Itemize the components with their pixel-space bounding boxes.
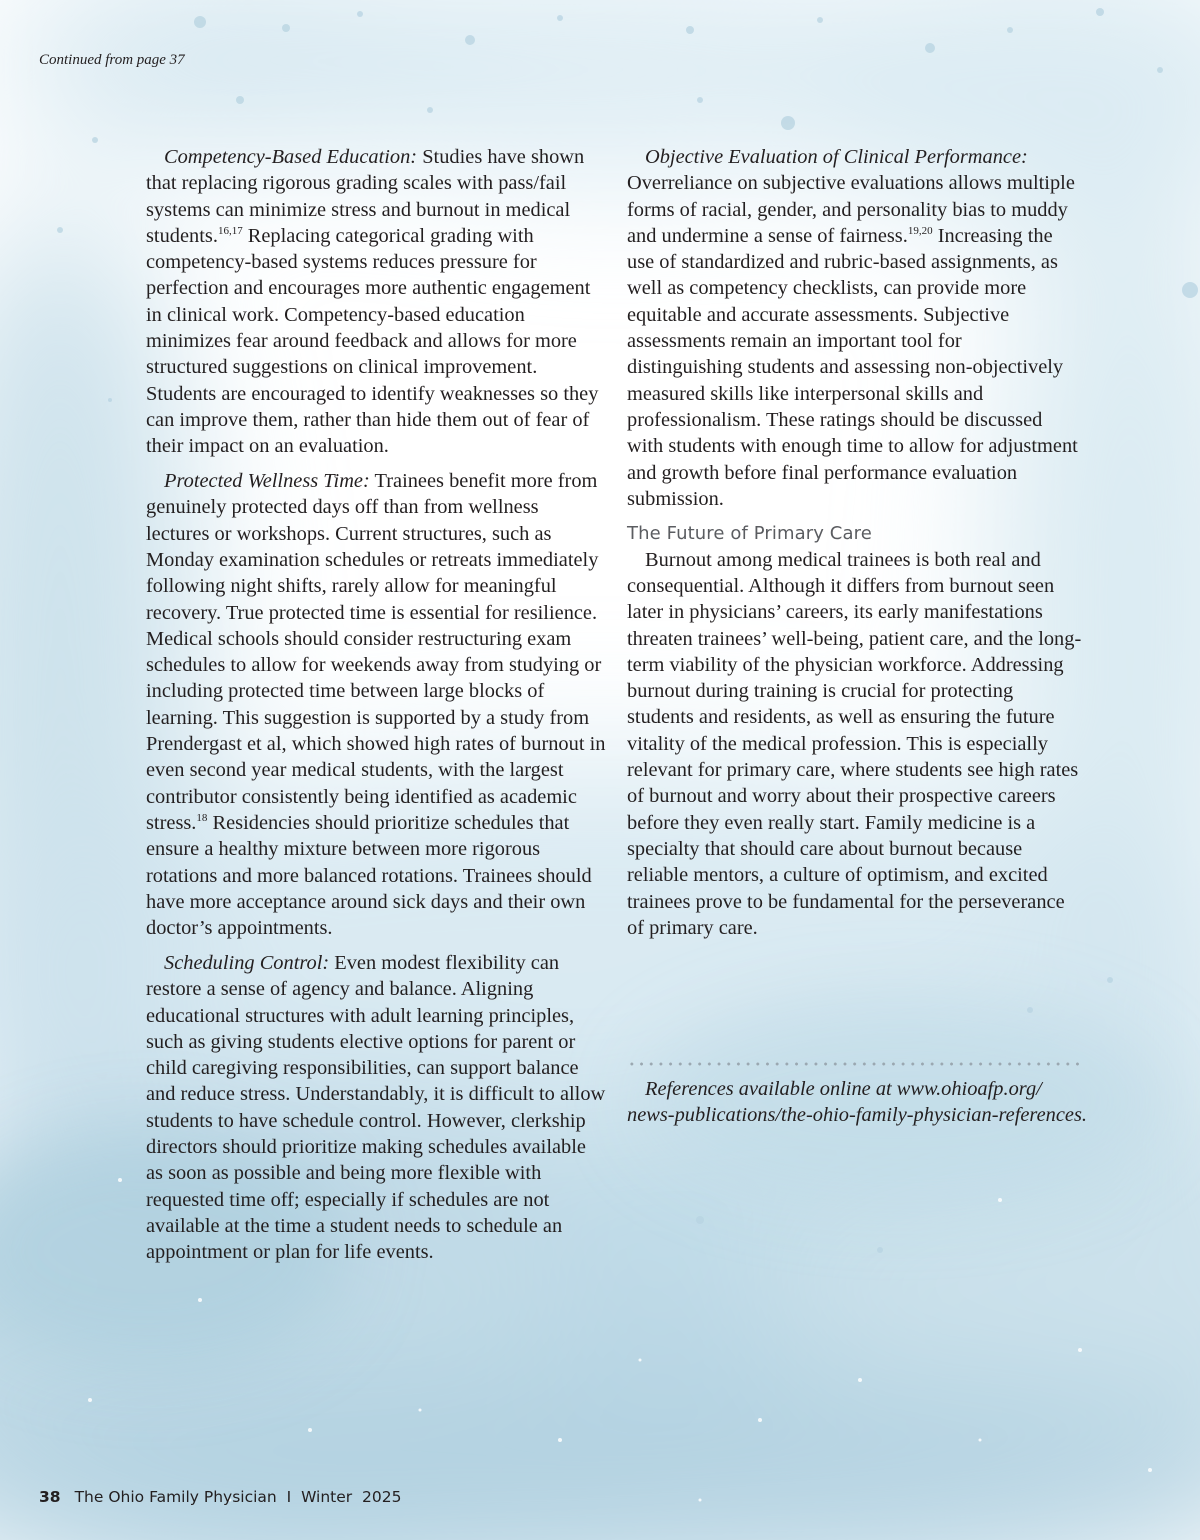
paragraph-lead: Competency-Based Education: (164, 146, 418, 168)
dotted-divider (627, 1061, 1082, 1067)
paragraph-lead: Scheduling Control: (164, 951, 330, 974)
paragraph-text: Replacing categorical grading with competency-based systems reduces pressure for perfection and encourages more authentic engagement in clinical work. Competency-based education minimizes fear around feedback and allows for more structured suggestions on clinical improvement. Students are encouraged to identify weaknesses so they can improve them, rather than hide them out of fear of their impact on an evaluation. (146, 224, 599, 458)
issue-date: Winter 2025 (301, 1488, 402, 1506)
references-note: References available online at www.ohioafp.org/ news-publications/the-ohio-family-physician-references. (627, 1078, 1087, 1127)
paragraph-text: Residencies should prioritize schedules that ensure a healthy mixture between more rigorous rotations and more balanced rotations. Trainees should have more acceptance around sick days and their own doctor’s appointments. (146, 811, 592, 940)
citation-superscript: 19,20 (907, 224, 933, 237)
page-number: 38 (39, 1488, 61, 1506)
right-column (627, 144, 1082, 941)
page-footer (39, 1488, 401, 1506)
paragraph-lead: Objective Evaluation of Clinical Performance: (645, 146, 1028, 168)
paragraph-lead: Protected Wellness Time: (164, 470, 370, 493)
paragraph-text: Even modest flexibility can restore a sense of agency and balance. Aligning educational structures with adult learning principles, such as giving students elective options for parent or child caregiving responsibilities, can support balance and reduce stress. Understandably, it is difficult to allow students to have schedule control. However, clerkship directors should prioritize making schedules available as soon as possible and being more flexible with requested time off; especially if schedules are not available at the time a student needs to schedule an appointment or plan for life events. (146, 951, 606, 1264)
paragraph-text: Trainees benefit more from genuinely protected days off than from wellness lectures or workshops. Current structures, such as Monday examination schedules or retreats immediately following night shifts, rarely allow for meaningful recovery. True protected time is essential for resilience. Medical schools should consider restructuring exam schedules to allow for weekends away from studying or including protected time between large blocks of learning. This suggestion is supported by a study from Prendergast et al, which showed high rates of burnout in even second year medical students, with the largest contributor consistently being identified as academic stress. (146, 470, 606, 834)
footer-separator: I (286, 1488, 292, 1506)
paragraph-text: Studies have shown that replacing rigorous grading scales with pass/fail systems can minimize stress and burnout in medical students. (146, 146, 585, 247)
competency-based-education-paragraph (146, 144, 606, 460)
continued-from-note: Continued from page 37 (39, 52, 185, 68)
future-of-primary-care-paragraph: Burnout among medical trainees is both real and consequential. Although it differs from burnout seen later in physicians’ careers, its early manifestations threaten trainees’ well-being, patient care, and the long-term viability of the physician workforce. Addressing burnout during training is crucial for protecting students and residents, as well as ensuring the future vitality of the medical profession. This is especially relevant for primary care, where students see high rates of burnout and worry about their prospective careers before they even really start. Family medicine is a specialty that should care about burnout because reliable mentors, a culture of optimism, and excited trainees prove to be fundamental for the perseverance of primary care. (627, 548, 1082, 939)
section-heading: The Future of Primary Care (627, 522, 872, 544)
objective-evaluation-paragraph (627, 144, 1082, 512)
paragraph-text: Overreliance on subjective evaluations allows multiple forms of racial, gender, and personality bias to muddy and undermine a sense of fairness. (627, 172, 1075, 247)
protected-wellness-time-paragraph (146, 468, 606, 941)
left-column (146, 144, 606, 1274)
citation-superscript: 16,17 (217, 224, 243, 237)
scheduling-control-paragraph (146, 950, 606, 1266)
citation-superscript: 18 (196, 811, 208, 824)
paragraph-text: Increasing the use of standardized and rubric-based assignments, as well as competency checklists, can provide more equitable and accurate assessments. Subjective assessments remain an important tool for distinguishing students and assessing non-objectively measured skills like interpersonal skills and professionalism. These ratings should be discussed with students with enough time to allow for adjustment and growth before final performance evaluation submission. (627, 224, 1078, 510)
publication-name: The Ohio Family Physician (74, 1488, 277, 1506)
